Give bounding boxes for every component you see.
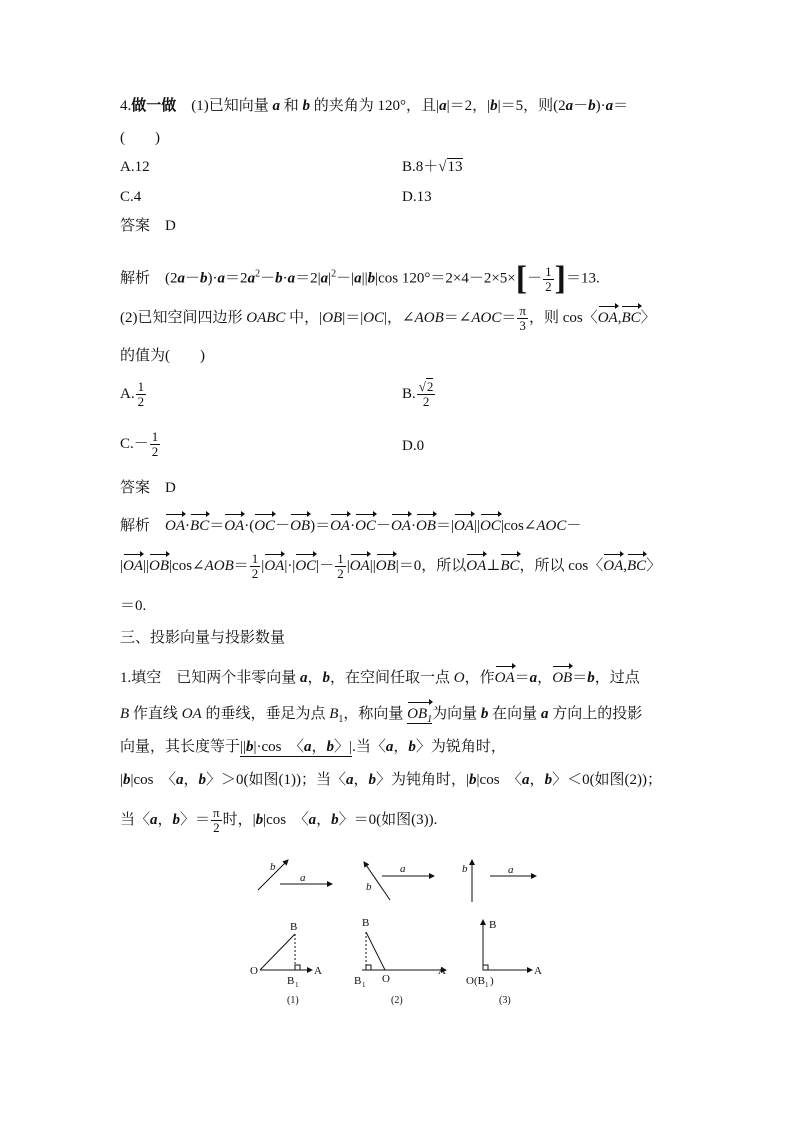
q4-heading: 做一做 (131, 98, 177, 114)
svg-text:b: b (462, 863, 468, 875)
svg-text:O: O (382, 973, 390, 985)
section3-fill-line4: |b|cos 〈a，b〉＞0(如图(1))；当〈a，b〉为钝角时，|b|cos 〈a，b〉＜0(如图(2))； (120, 772, 663, 788)
svg-text:B: B (354, 975, 362, 987)
svg-text:B: B (287, 975, 295, 987)
q4-p1-option-c: C.4 (120, 189, 142, 205)
fig1-segment-OB (260, 934, 295, 970)
svg-text:O(B: O(B (466, 975, 485, 987)
q4-p2-option-c: C.－ $\frac{1}{2}$ (120, 429, 159, 459)
section3-fill-line2: B 作直线 OA 的垂线，垂足为点 $B_1$，称向量 $OB_1$为向量 b 在向量 a 方向上的投影 (120, 704, 642, 730)
q4-p2-option-b: B. $\frac{√2}{2}$ (402, 379, 434, 409)
svg-text:1: 1 (485, 981, 489, 989)
q4-part2-stem: (2)已知空间四边形 OABC 中，|OB|＝|OC|，∠AOB＝∠AOC＝ $\frac{\pi}{3}$ ，则 cos〈OA,BC〉 (120, 303, 656, 333)
q4-p1-option-a: A.12 (120, 159, 150, 175)
svg-text:1: 1 (295, 981, 299, 989)
q4-p2-analysis-line3: ＝0. (120, 598, 147, 614)
q4-p2-analysis-line1: 解析 OA·BC＝OA·(OC－OB)＝OA·OC－OA·OB＝|OA||OC|cos∠AOC－ (120, 518, 582, 534)
svg-text:A: A (314, 965, 322, 977)
q4-part2-blank: 的值为( ) (120, 348, 205, 364)
svg-text:A: A (534, 965, 542, 977)
section3-title: 三、投影向量与投影数量 (120, 630, 286, 646)
fig2-segment-OB (366, 932, 385, 970)
q4-p2-option-a: A. $\frac{1}{2}$ (120, 379, 145, 409)
svg-text:1: 1 (362, 981, 366, 989)
svg-text:B: B (362, 917, 370, 929)
section3-fill-line1: 1.填空 已知两个非零向量 a，b，在空间任取一点 O，作OA＝a，OB＝b，过点 (120, 670, 640, 686)
svg-text:O: O (250, 965, 258, 977)
svg-text:a: a (400, 863, 406, 875)
svg-text:B: B (489, 919, 497, 931)
q4-p2-answer: 答案 D (120, 480, 176, 496)
svg-text:(3): (3) (499, 995, 511, 1006)
svg-text:a: a (300, 872, 306, 884)
q4-p1-option-b: B.8＋√13 (402, 159, 463, 175)
q4-p1-answer: 答案 D (120, 218, 176, 234)
section3-fill-line5: 当〈a，b〉＝ $\frac{\pi}{2}$ 时，|b|cos 〈a，b〉＝0(如图(3)). (120, 805, 438, 835)
svg-text:A: A (438, 965, 446, 977)
svg-text:b: b (366, 881, 372, 893)
svg-text:(2): (2) (391, 995, 403, 1006)
svg-text:): ) (490, 975, 494, 987)
q4-p1-analysis: 解析 $(2a-b)\cdot a=2a^2-b\cdot a=2|a|^2-|a||b|\cos$ 120°＝2×4－2×5×[－ $\frac{1}{2}$ ]＝13. (120, 260, 600, 297)
svg-text:a: a (508, 864, 514, 876)
q4-part1-stem: 4.做一做 (1)已知向量 a 和 b 的夹角为 120°，且|a|＝2，|b|＝5，则(2a－b)·a＝ (120, 98, 629, 114)
svg-text:(1): (1) (287, 995, 299, 1006)
svg-text:B: B (290, 921, 298, 933)
section3-fill-line3: 向量，其长度等于||b|·cos 〈a，b〉|.当〈a，b〉为锐角时， (120, 739, 506, 755)
q4-p1-option-d: D.13 (402, 189, 432, 205)
q4-part1-blank: ( ) (120, 130, 160, 146)
q4-p2-option-d: D.0 (402, 438, 425, 454)
svg-text:b: b (270, 861, 276, 873)
projection-figure (240, 850, 560, 1015)
q4-p2-analysis-line2: |OA||OB|cos∠AOB＝ $\frac{1}{2}$ |OA|·|OC|－ $\frac{1}{2}$ |OA||OB|＝0，所以OA⊥BC，所以 cos〈OA,BC〉 (120, 551, 662, 581)
